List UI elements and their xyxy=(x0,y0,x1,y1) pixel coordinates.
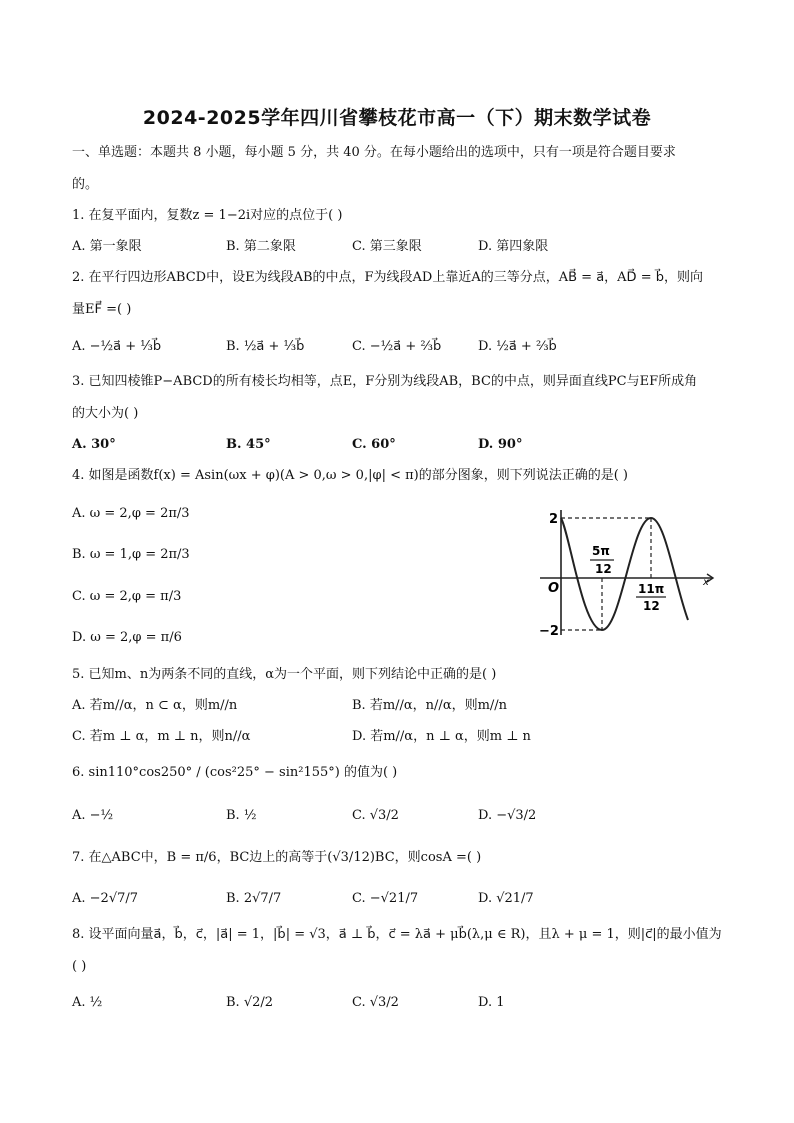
section-heading-cont: 的。 xyxy=(72,177,99,192)
q4-option-a: A. ω = 2,φ = 2π/3 xyxy=(72,506,190,521)
q6-option-b: B. ½ xyxy=(226,808,257,823)
sine-curve xyxy=(561,518,688,630)
q5-option-c: C. 若m ⊥ α，m ⊥ n，则n//α xyxy=(72,729,251,744)
q8-option-b: B. √2/2 xyxy=(226,995,274,1010)
question-7-stem: 7. 在△ABC中，B = π/6，BC边上的高等于(√3/12)BC，则cosA =( ) xyxy=(72,850,482,865)
sine-graph-figure xyxy=(535,505,720,640)
svg-text:11π: 11π xyxy=(638,582,665,596)
q7-option-b: B. 2√7/7 xyxy=(226,891,282,906)
q3-option-d: D. 90° xyxy=(478,437,523,452)
q3-option-b: B. 45° xyxy=(226,437,271,452)
q3-option-a: A. 30° xyxy=(72,437,116,452)
question-2-stem: 2. 在平行四边形ABCD中，设E为线段AB的中点，F为线段AD上靠近A的三等分点，AB⃗ = a⃗，AD⃗ = b⃗，则向 xyxy=(72,270,703,285)
q8-option-a: A. ½ xyxy=(72,995,103,1010)
q5-option-a: A. 若m//α，n ⊂ α，则m//n xyxy=(72,698,238,713)
y-max-label: 2 xyxy=(549,512,559,527)
q2-option-c: C. −½a⃗ + ⅔b⃗ xyxy=(352,339,442,354)
svg-text:5π: 5π xyxy=(592,544,610,558)
q5-option-b: B. 若m//α，n//α，则m//n xyxy=(352,698,508,713)
q7-option-d: D. √21/7 xyxy=(478,891,534,906)
question-1-stem: 1. 在复平面内，复数z = 1−2i对应的点位于( ) xyxy=(72,208,343,223)
q3-option-c: C. 60° xyxy=(352,437,396,452)
q6-option-d: D. −√3/2 xyxy=(478,808,537,823)
q2-option-d: D. ½a⃗ + ⅔b⃗ xyxy=(478,339,557,354)
q5-option-d: D. 若m//α，n ⊥ α，则m ⊥ n xyxy=(352,729,531,744)
question-2-stem-cont: 量EF⃗ =( ) xyxy=(72,302,132,317)
x-axis-label: x xyxy=(703,577,709,588)
q1-option-d: D. 第四象限 xyxy=(478,239,549,254)
q1-option-b: B. 第二象限 xyxy=(226,239,296,254)
question-3-stem-cont: 的大小为( ) xyxy=(72,406,139,421)
q4-option-b: B. ω = 1,φ = 2π/3 xyxy=(72,547,190,562)
q2-option-b: B. ½a⃗ + ⅓b⃗ xyxy=(226,339,305,354)
q6-option-c: C. √3/2 xyxy=(352,808,399,823)
q7-option-a: A. −2√7/7 xyxy=(72,891,139,906)
question-8-stem-cont: ( ) xyxy=(72,959,87,974)
q4-option-d: D. ω = 2,φ = π/6 xyxy=(72,630,182,645)
svg-text:12: 12 xyxy=(643,599,660,613)
q8-option-d: D. 1 xyxy=(478,995,505,1010)
question-3-stem: 3. 已知四棱锥P−ABCD的所有棱长均相等，点E，F分别为线段AB，BC的中点，则异面直线PC与EF所成角 xyxy=(72,374,698,389)
question-5-stem: 5. 已知m、n为两条不同的直线，α为一个平面，则下列结论中正确的是( ) xyxy=(72,667,497,682)
q4-option-c: C. ω = 2,φ = π/3 xyxy=(72,589,182,604)
origin-label: O xyxy=(548,581,560,596)
q1-option-c: C. 第三象限 xyxy=(352,239,422,254)
q8-option-c: C. √3/2 xyxy=(352,995,399,1010)
q7-option-c: C. −√21/7 xyxy=(352,891,419,906)
tick-11pi-12 xyxy=(636,582,666,613)
question-6-stem: 6. sin110°cos250° / (cos²25° − sin²155°) 的值为( ) xyxy=(72,765,398,780)
y-min-label: −2 xyxy=(539,624,559,639)
svg-text:12: 12 xyxy=(595,562,612,576)
question-4-stem: 4. 如图是函数f(x) = Asin(ωx + φ)(A > 0,ω > 0,|φ| < π)的部分图象，则下列说法正确的是( ) xyxy=(72,468,628,483)
page-title: 2024-2025学年四川省攀枝花市高一（下）期末数学试卷 xyxy=(142,107,652,129)
q1-option-a: A. 第一象限 xyxy=(72,239,142,254)
question-8-stem: 8. 设平面向量a⃗，b⃗，c⃗，|a⃗| = 1，|b⃗| = √3，a⃗ ⊥ b⃗，c⃗ = λa⃗ + μb⃗(λ,μ ∈ R)，且λ + μ = 1，则|c⃗|的最小值为 xyxy=(72,927,722,942)
section-heading: 一、单选题：本题共 8 小题，每小题 5 分，共 40 分。在每小题给出的选项中，只有一项是符合题目要求 xyxy=(72,145,676,160)
q6-option-a: A. −½ xyxy=(72,808,114,823)
q2-option-a: A. −½a⃗ + ⅓b⃗ xyxy=(72,339,162,354)
tick-5pi-12 xyxy=(590,544,614,576)
